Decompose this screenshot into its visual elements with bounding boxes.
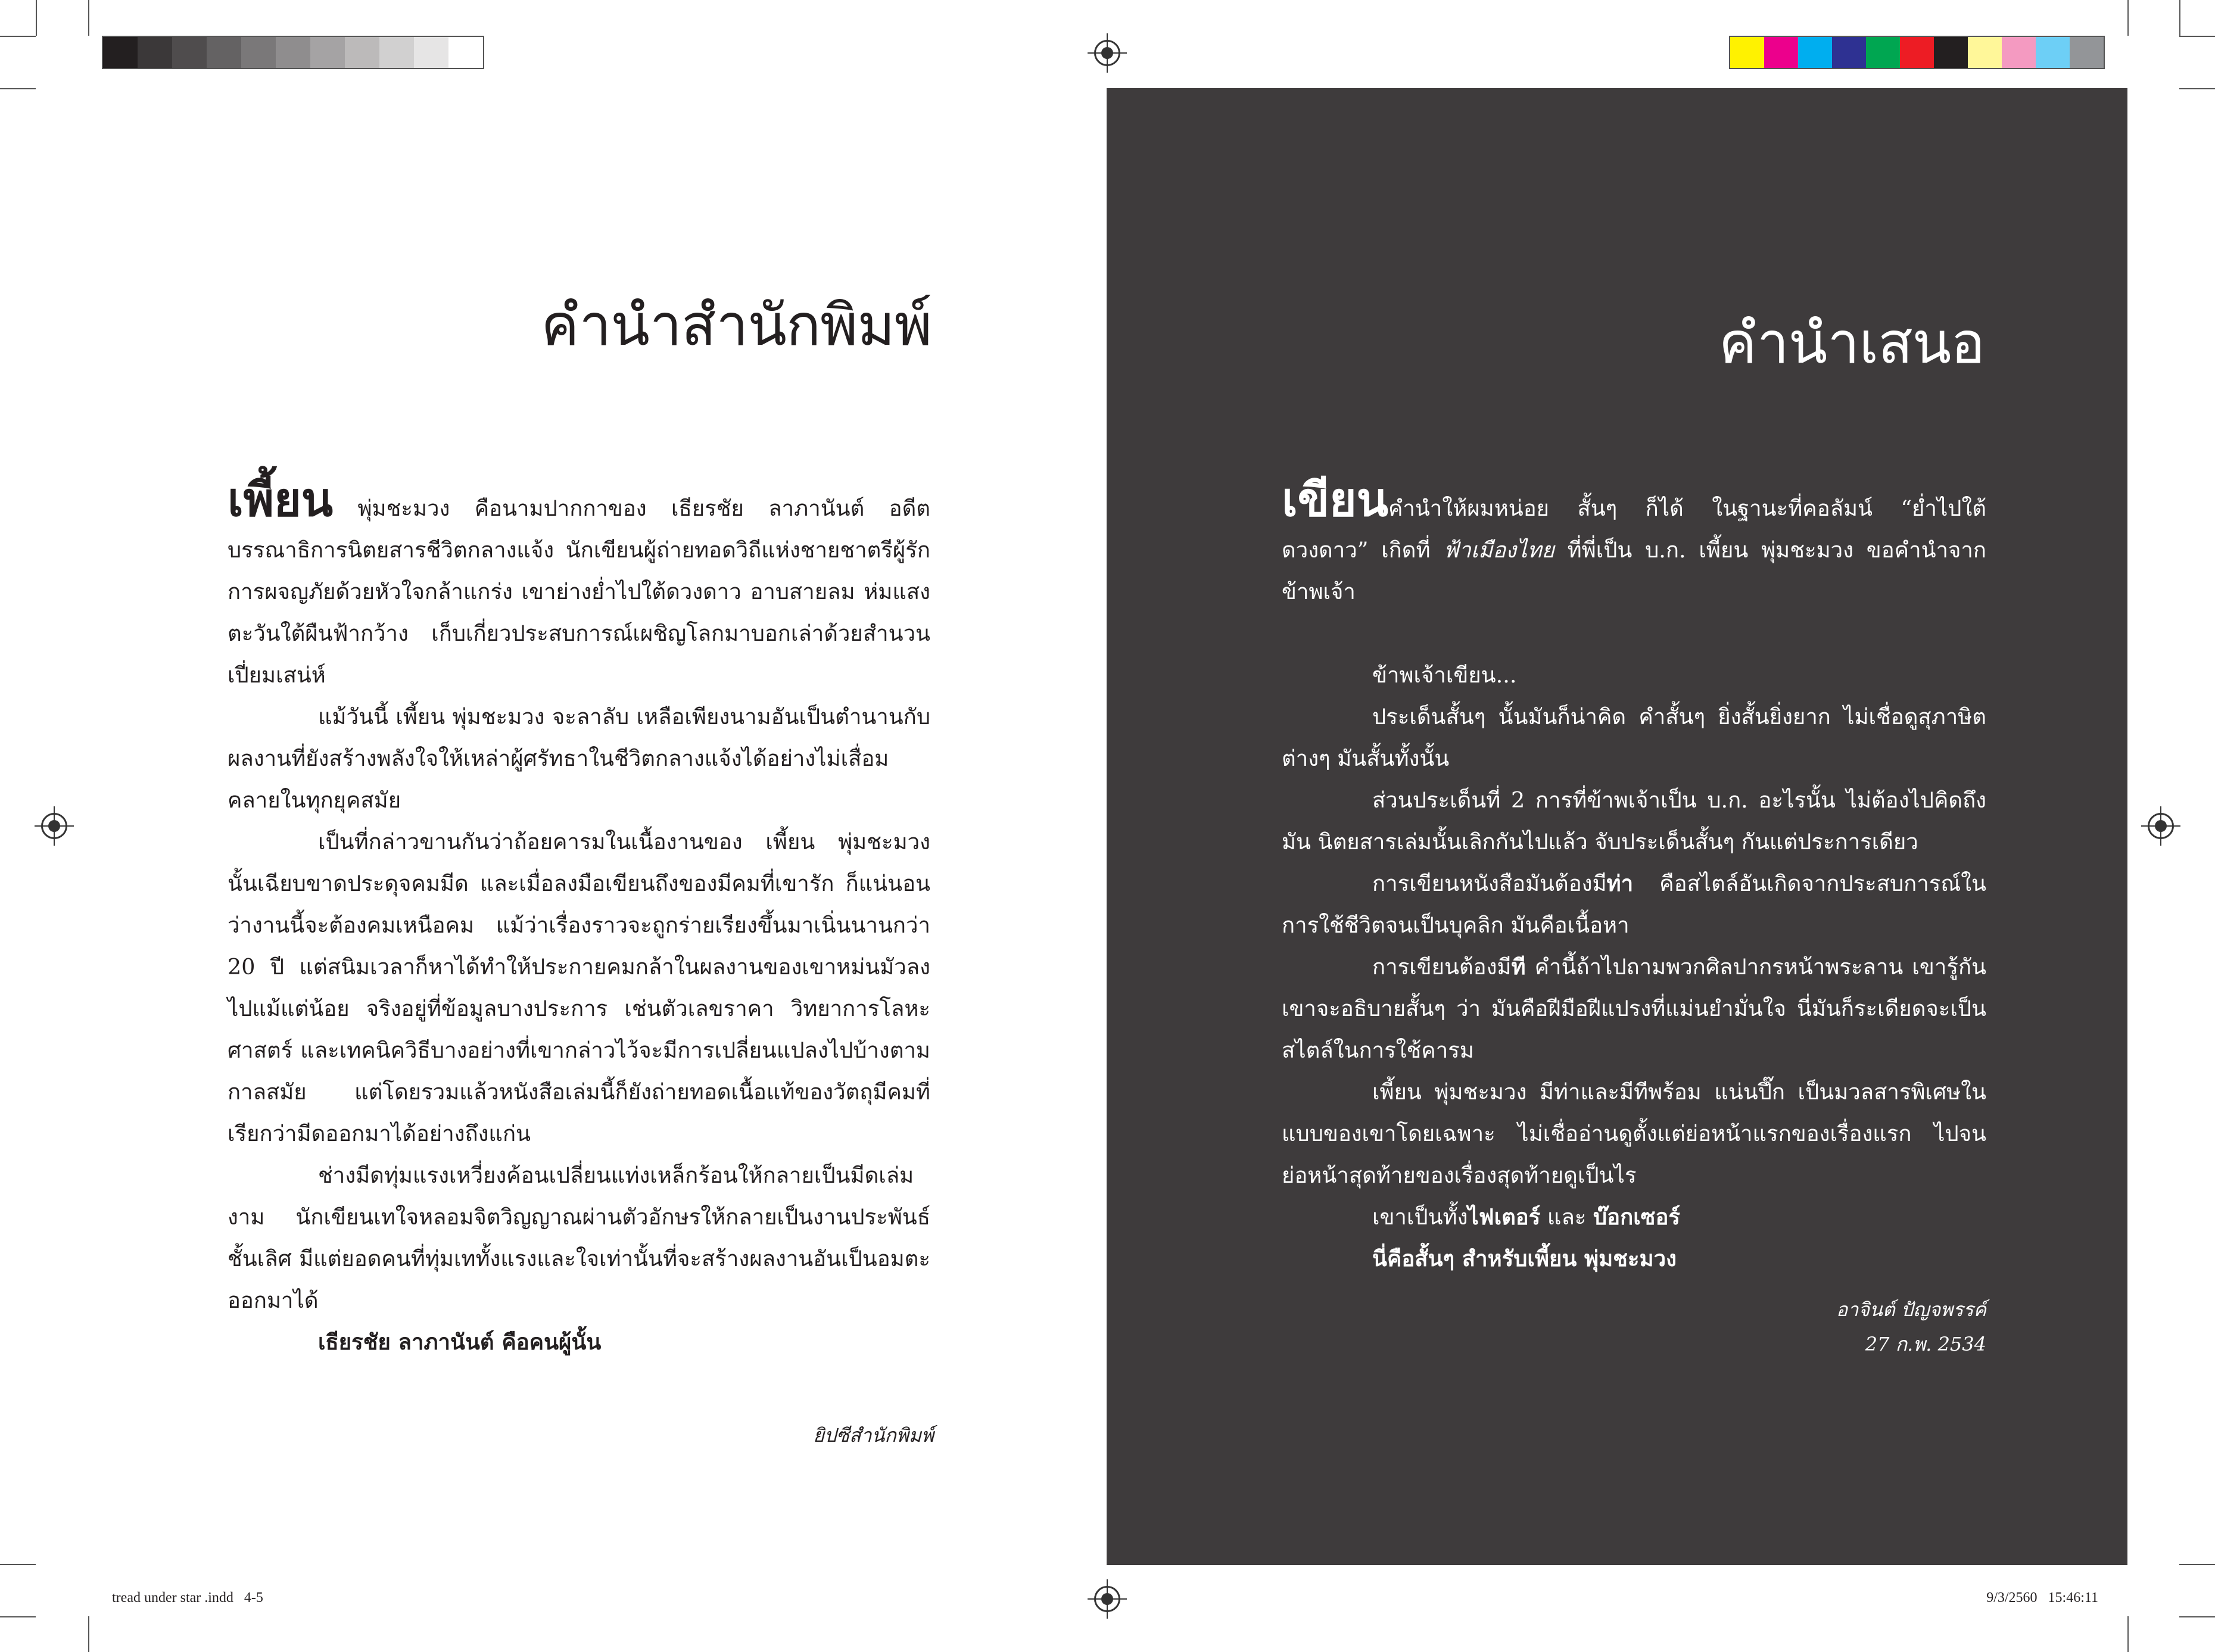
crop-mark [2179, 36, 2215, 37]
registration-mark-icon [1094, 40, 1120, 66]
crop-mark [2179, 88, 2215, 89]
color-calibration-bar [1729, 36, 2105, 69]
date: 27 ก.พ. 2534 [1865, 1333, 1986, 1355]
crop-mark [2179, 1616, 2215, 1617]
paragraph: เขาเป็นทั้งไฟเตอร์ และ บ๊อกเซอร์ [1372, 1204, 1680, 1230]
author-name: อาจินต์ ปัญจพรรค์ [1836, 1298, 1986, 1321]
registration-mark-icon [41, 813, 67, 839]
paragraph: การเขียนหนังสือมันต้องมีท่า คือสไตล์อันเกิดจากประสบการณ์ในการใช้ชีวิตจนเป็นบุคลิก มันคือเนื้อหา [1282, 871, 1986, 938]
paragraph: แม้วันนี้ เพี้ยน พุ่มชะมวง จะลาลับ เหลือเพียงนามอันเป็นตำนานกับผลงานที่ยังสร้างพลังใจให้เหล่าผู้ศรัทธาในชีวิตกลางแจ้งได้อย่างไม่เสื่อมคลายในทุกยุคสมัย [228, 704, 930, 813]
crop-mark [0, 1616, 36, 1617]
foreword-signature [1836, 1292, 1986, 1361]
slug-filename: tread under star .indd 4-5 [112, 1590, 263, 1606]
registration-mark-icon [1094, 1586, 1120, 1612]
page-title-publisher-preface: คำนำสำนักพิมพ์ [541, 292, 932, 359]
paragraph: ส่วนประเด็นที่ 2 การที่ข้าพเจ้าเป็น บ.ก. อะไรนั้น ไม่ต้องไปคิดถึงมัน นิตยสารเล่มนั้นเลิกกันไปแล้ว จับประเด็นสั้นๆ กันแต่ประการเดียว [1282, 787, 1986, 855]
publisher-signature: ยิปซีสำนักพิมพ์ [813, 1424, 934, 1447]
paragraph: ประเด็นสั้นๆ นั้นมันก็น่าคิด คำสั้นๆ ยิ่งสั้นยิ่งยาก ไม่เชื่อดูสุภาษิตต่างๆ มันสั้นทั้งนั้น [1282, 704, 1986, 771]
crop-mark [0, 88, 36, 89]
crop-mark [88, 1616, 89, 1652]
dropcap-word: เขียน [1282, 473, 1389, 527]
foreword-body [1282, 473, 1987, 1280]
registration-mark-icon [2148, 813, 2174, 839]
crop-mark [2127, 1616, 2129, 1652]
publisher-preface-body [228, 473, 930, 1363]
slug-timestamp: 9/3/2560 15:46:11 [1986, 1590, 2098, 1606]
crop-mark [2179, 1564, 2215, 1565]
grayscale-calibration-bar [102, 36, 484, 69]
paragraph: เพี้ยน พุ่มชะมวง มีท่าและมีทีพร้อม แน่นปึ๊ก เป็นมวลสารพิเศษในแบบของเขาโดยเฉพาะ ไม่เชื่ออ่านดูตั้งแต่ย่อหน้าแรกของเรื่องแรก ไปจนย่อหน้าสุดท้ายของเรื่องสุดท้ายดูเป็นไร [1282, 1079, 1986, 1188]
crop-mark [36, 0, 37, 36]
paragraph: เขียนคำนำให้ผมหน่อย สั้นๆ ก็ได้ ในฐานะที่คอลัมน์ “ย่ำไปใต้ดวงดาว” เกิดที่ ฟ้าเมืองไทย ที่พี่เป็น บ.ก. เพี้ยน พุ่มชะมวง ขอคำนำจากข้าพเจ้า [1282, 473, 1987, 604]
crop-mark [2127, 0, 2129, 36]
paragraph: เป็นที่กล่าวขานกันว่าถ้อยคารมในเนื้องานของ เพี้ยน พุ่มชะมวง นั้นเฉียบขาดประดุจคมมีด และเมื่อลงมือเขียนถึงของมีคมที่เขารัก ก็แน่นอนว่างานนี้จะต้องคมเหนือคม แม้ว่าเรื่องราวจะถูกร่ายเรียงขึ้นมาเนิ่นนานกว่า 20 ปี แต่สนิมเวลาก็หาได้ทำให้ประกายคมกล้าในผลงานของเขาหม่นมัวลงไปแม้แต่น้อย จริงอยู่ที่ข้อมูลบางประการ เช่นตัวเลขราคา วิทยาการโลหะศาสตร์ และเทคนิควิธีบางอย่างที่เขากล่าวไว้จะมีการเปลี่ยนแปลงไปบ้างตามกาลสมัย แต่โดยรวมแล้วหนังสือเล่มนี้ก็ยังถ่ายทอดเนื้อแท้ของวัตถุมีคมที่เรียกว่ามีดออกมาได้อย่างถึงแก่น [228, 829, 930, 1146]
crop-mark [0, 1564, 36, 1565]
crop-mark [2179, 0, 2180, 36]
crop-mark [0, 36, 36, 37]
paragraph: การเขียนต้องมีที คำนี้ถ้าไปถามพวกศิลปากรหน้าพระลาน เขารู้กันเขาจะอธิบายสั้นๆ ว่า มันคือฝีมือฝีแปรงที่แม่นยำมั่นใจ นี่มันก็ระเดียดจะเป็นสไตล์ในการใช้คารม [1282, 954, 1986, 1063]
crop-mark [88, 0, 89, 36]
closing-line: เธียรชัย ลาภานันต์ คือคนผู้นั้น [318, 1329, 602, 1355]
paragraph: เพี้ยน พุ่มชะมวง คือนามปากกาของ เธียรชัย ลาภานันต์ อดีตบรรณาธิการนิตยสารชีวิตกลางแจ้ง นักเขียนผู้ถ่ายทอดวิถีแห่งชายชาตรีผู้รักการผจญภัยด้วยหัวใจกล้าแกร่ง เขาย่างย่ำไปใต้ดวงดาว อาบสายลม ห่มแสงตะวันใต้ผืนฟ้ากว้าง เก็บเกี่ยวประสบการณ์เผชิญโลกมาบอกเล่าด้วยสำนวนเปี่ยมเสน่ห์ [228, 473, 930, 688]
dropcap-word: เพี้ยน [228, 473, 334, 527]
page-title-foreword: คำนำเสนอ [1718, 310, 1985, 376]
closing-line: นี่คือสั้นๆ สำหรับเพี้ยน พุ่มชะมวง [1372, 1246, 1677, 1271]
paragraph: ช่างมีดทุ่มแรงเหวี่ยงค้อนเปลี่ยนแท่งเหล็กร้อนให้กลายเป็นมีดเล่มงาม นักเขียนเทใจหลอมจิตวิญญาณผ่านตัวอักษรให้กลายเป็นงานประพันธ์ชั้นเลิศ มีแต่ยอดคนที่ทุ่มเททั้งแรงและใจเท่านั้นที่จะสร้างผลงานอันเป็นอมตะออกมาได้ [228, 1162, 930, 1313]
paragraph: ข้าพเจ้าเขียน... [1372, 662, 1517, 688]
